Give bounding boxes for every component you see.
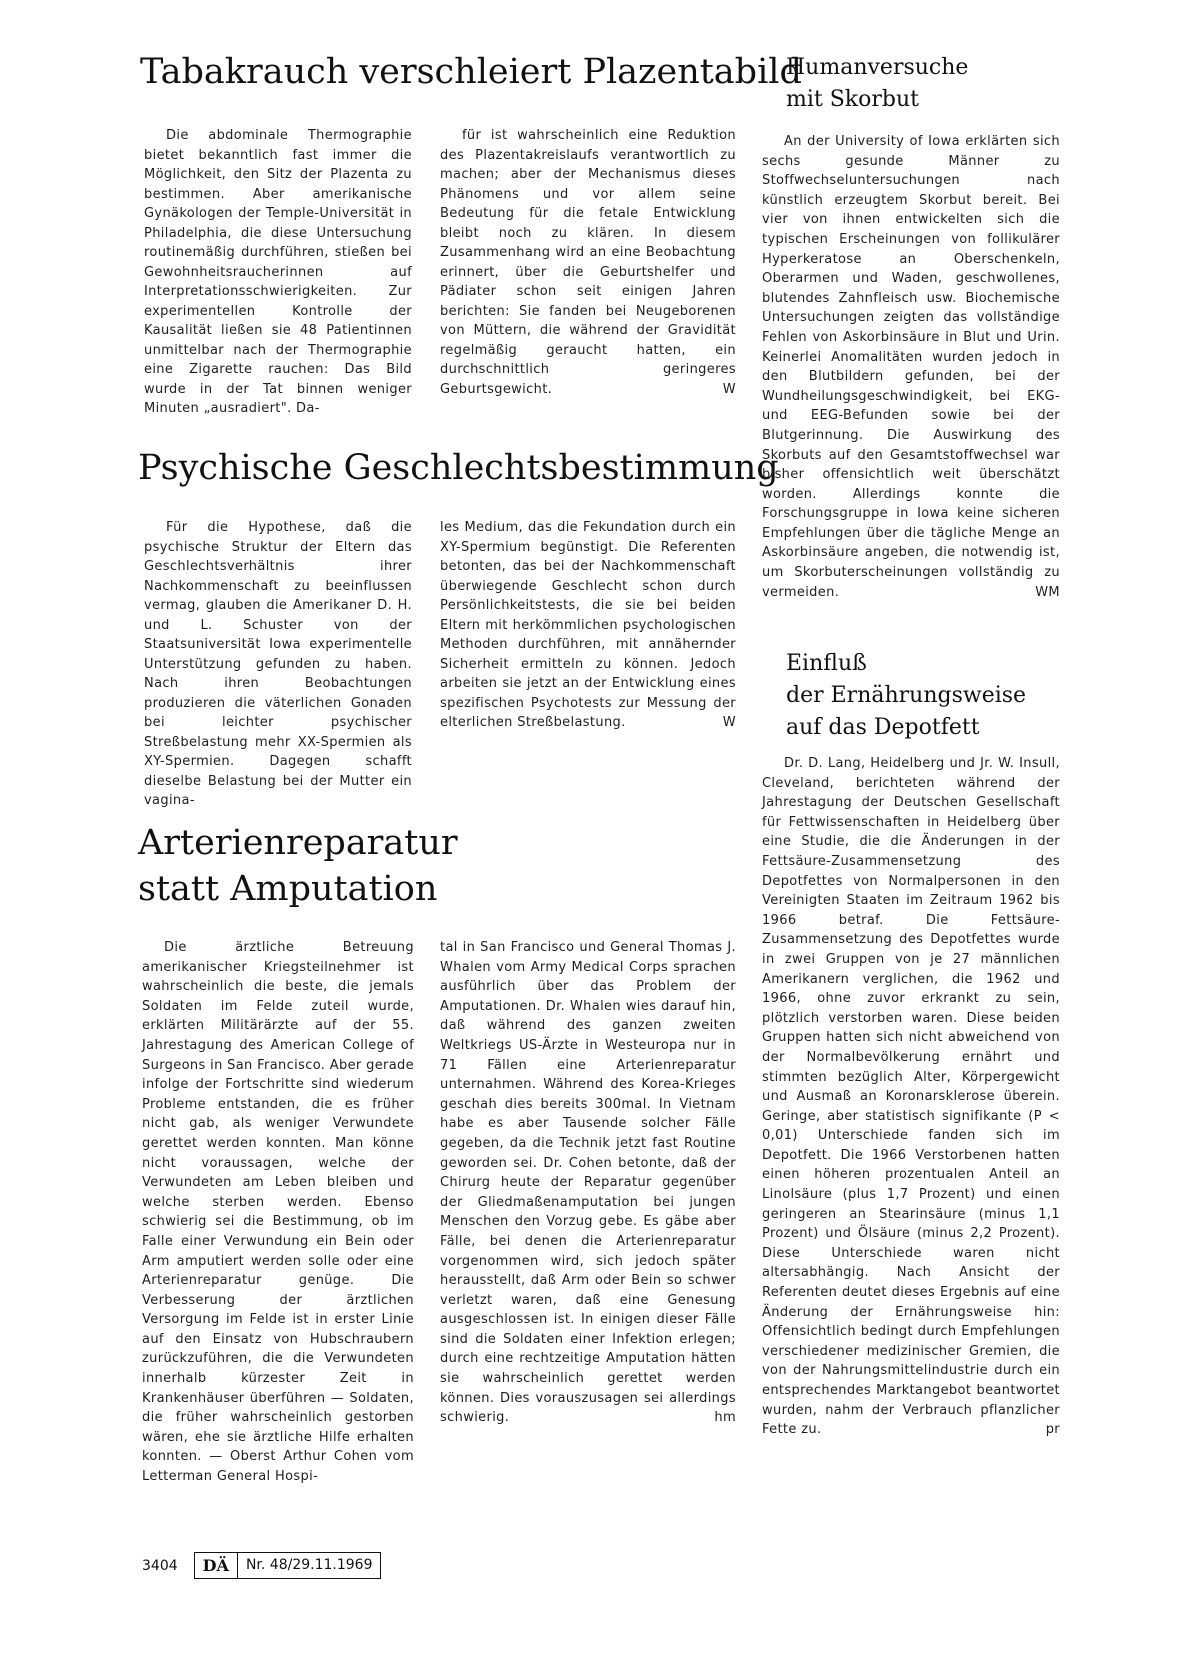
article-headline-skorbut — [786, 52, 968, 116]
article-headline-tabak: Tabakrauch verschleiert Plazentabild — [140, 52, 802, 92]
article-column-psych-1 — [144, 518, 412, 808]
article-column-tabak-1 — [144, 126, 412, 416]
article-column-tabak-2 — [440, 126, 736, 397]
journal-box — [194, 1552, 382, 1579]
article-body-text-part: tal in San Francisco und General Thomas J. Whalen vom Army Medical Corps sprachen ausführlich über das Problem der Amputationen. Dr. Whalen wies darauf hin, daß während des ganzen zweiten Weltkriegs US-Ärzte in Westeuropa nur in 71 Fällen eine Arterienreparatur unternahmen. Während des Korea-Krieges geschah dies bereits 300mal. In Vietnam habe es aber Tausende solcher Fälle gegeben, da die Technik jetzt fast Routine geworden sei. Dr. Cohen betonte, daß der Chirurg heute der Reparatur gegenüber der Gliedmaßenamputation bei jungen Menschen den Vorzug gebe. Es gäbe aber Fälle, bei denen die Arterienreparatur vorgenommen wird, sich jedoch später herausstellt, daß Arm oder Bein so schwer verletzt waren, daß eine Genesung ausgeschlossen ist. In einigen dieser Fälle sind die Soldaten einer Infektion erlegen; durch eine rechtzeitige Amputation hätten sie wahrscheinlich gerettet werden können. Dies vorauszusagen sei allerdings schwierig. — [440, 940, 736, 1426]
article-headline-depotfett — [786, 648, 1026, 744]
article-body-text: Die abdominale Thermographie bietet bekanntlich fast immer die Möglichkeit, den Sitz der Plazenta zu bestimmen. Aber amerikanische Gynäkologen der Temple-Universität in Philadelphia, die diese Untersuchung routinemäßig durchführen, stießen bei Gewohnheitsraucherinnen auf Interpretationsschwierigkeiten. Zur experimentellen Kontrolle der Kausalität ließen sie 48 Patientinnen unmittelbar nach der Thermographie eine Zigarette rauchen: Das Bild wurde in der Tat binnen weniger Minuten „ausradiert". Da- — [144, 128, 412, 416]
article-body-text — [440, 938, 736, 1428]
article-column-arterien-1 — [142, 938, 414, 1486]
article-column-depotfett — [762, 754, 1060, 1494]
article-headline-arterien — [138, 820, 458, 912]
headline-line: Einfluß — [786, 651, 867, 676]
article-column-arterien-2 — [440, 938, 736, 1486]
article-body-text: Die ärztliche Betreuung amerikanischer Kriegsteilnehmer ist wahrscheinlich die beste, die jemals Soldaten im Felde zuteil wurde, erklärten Militärärzte auf der 55. Jahrestagung des American College of Surgeons in San Francisco. Aber gerade infolge der Fortschritte sind wiederum Probleme entstanden, die es früher nicht gab, als weniger Verwundete gerettet werden konnten. Man könne nicht voraussagen, welche der Verwundeten am Leben bleiben und welche sterben werden. Ebenso schwierig sei die Bestimmung, ob im Falle einer Verwundung ein Bein oder Arm amputiert werden solle oder eine Arterienreparatur genüge. Die Verbesserung der ärztlichen Versorgung im Felde ist in erster Linie auf den Einsatz von Hubschraubern zurückzuführen, die die Verwundeten innerhalb kürzester Zeit in Krankenhäuser überführen — Soldaten, die früher wahrscheinlich gestorben wären, ehe sie ärztliche Hilfe erhalten konnten. — Oberst Arthur Cohen vom Letterman General Hospi- — [142, 940, 415, 1485]
headline-line: Humanversuche — [786, 55, 969, 80]
headline-line: der Ernährungsweise — [786, 683, 1027, 708]
article-column-psych-2 — [440, 518, 736, 763]
article-body-text-part: An der University of Iowa erklärten sich sechs gesunde Männer zu Stoffwechseluntersuchungen nach künstlich erzeugtem Skorbut bereit. Bei vier von ihnen entwickelten sich die typischen Erscheinungen von follikulärer Hyperkeratose an Oberschenkeln, Oberarmen und Waden, geschwollenes, blutendes Zahnfleisch usw. Biochemische Untersuchungen zeigten das vollständige Fehlen von Askorbinsäure in Blut und Urin. Keinerlei Anomalitäten wurden jedoch in den Blutbildern gefunden, bei der Wundheilungsgeschwindigkeit, bei EKG- und EEG-Befunden sowie bei der Blutgerinnung. Die Auswirkung des Skorbuts auf den Gesamtstoffwechsel war bisher offensichtlich weit überschätzt worden. Allerdings konnte die Forschungsgruppe in Iowa keine sicheren Empfehlungen über die tägliche Menge an Askorbinsäure angeben, die notwendig ist, um Skorbuterscheinungen vollständig zu vermeiden. — [762, 134, 1060, 600]
page-footer — [142, 1552, 381, 1579]
issue-info: Nr. 48/29.11.1969 — [245, 1557, 373, 1573]
headline-line: Arterienreparatur — [138, 823, 458, 863]
journal-logo: DÄ — [195, 1553, 238, 1578]
article-body-text-part: les Medium, das die Fekundation durch ein XY-Spermium begünstigt. Die Referenten betonten, das bei der Nachkommenschaft überwiegende Geschlecht schon durch Persönlichkeitstests, die sie bei beiden Eltern mit herkömmlichen psychologischen Methoden durchführen, mit annähernder Sicherheit ermitteln zu können. Jedoch arbeiten sie jetzt an der Entwicklung eines spezifischen Psychotests zur Messung der elterlichen Streßbelastung. — [440, 520, 736, 730]
author-signature: hm — [714, 1410, 736, 1426]
headline-line: mit Skorbut — [786, 87, 919, 112]
headline-line: auf das Depotfett — [786, 715, 980, 740]
article-body-text — [762, 132, 1060, 602]
article-column-skorbut — [762, 132, 1060, 602]
author-signature: W — [722, 715, 736, 730]
page-number: 3404 — [142, 1557, 178, 1574]
article-body-text: Für die Hypothese, daß die psychische Struktur der Eltern das Geschlechtsverhältnis ihrer Nachkommenschaft zu beeinflussen vermag, glauben die Amerikaner D. H. und L. Schuster von der Staatsuniversität Iowa experimentelle Unterstützung gefunden zu haben. Nach ihren Beobachtungen produzieren die väterlichen Gonaden bei leichter psychischer Streßbelastung mehr XX-Spermien als XY-Spermien. Dagegen schafft dieselbe Belastung bei der Mutter ein vagina- — [144, 520, 412, 808]
article-body-text — [440, 126, 736, 399]
author-signature: pr — [1045, 1422, 1060, 1438]
article-body-text — [440, 518, 736, 733]
article-body-text — [762, 754, 1060, 1440]
article-body-text-part: für ist wahrscheinlich eine Reduktion des Plazentakreislaufs verantwortlich zu machen; aber der Mechanismus dieses Phänomens und vor allem seine Bedeutung für die fetale Entwicklung bleibt noch zu klären. In diesem Zusammenhang wird an eine Beobachtung erinnert, über die Geburtshelfer und Pädiater schon seit einigen Jahren berichten: Sie fanden bei Neugeborenen von Müttern, die während der Gravidität regelmäßig geraucht hatten, ein durchschnittlich geringeres Geburtsgewicht. — [440, 128, 736, 397]
headline-line: statt Amputation — [138, 869, 438, 909]
article-body-text-part: Dr. D. Lang, Heidelberg und Jr. W. Insull, Cleveland, berichteten während der Jahrestagung der Deutschen Gesellschaft für Fettwissenschaften in Heidelberg über eine Studie, die die Änderungen in der Fettsäure-Zusammensetzung des Depotfettes von Normalpersonen in den Vereinigten Staaten im Zeitraum 1962 bis 1966 betraf. Die Fettsäure-Zusammensetzung des Depotfettes wurde in zwei Gruppen von je 27 männlichen Amerikanern verglichen, die 1962 und 1966, ohne zuvor erkrankt zu sein, plötzlich verstorben waren. Diese beiden Gruppen hatten sich nicht abweichend von der Normalbevölkerung ernährt und stimmten bezüglich Alter, Körpergewicht und Ausmaß an Koronarsklerose überein. Geringe, aber statistisch signifikante (P < 0,01) Unterschiede fanden sich im Depotfett. Die 1966 Verstorbenen hatten einen höheren prozentualen Anteil an Linolsäure (plus 1,7 Prozent) und einen geringeren an Stearinsäure (minus 1,1 Prozent) und Ölsäure (minus 2,2 Prozent). Diese Unterschiede waren nicht altersabhängig. Nach Ansicht der Referenten deutet dieses Ergebnis auf eine Änderung der Ernährungsweise hin: Offensichtlich bedingt durch Empfehlungen verschiedener medizinischer Gremien, die von der Nahrungsmittelindustrie durch ein entsprechendes Marktangebot beantwortet wurden, nahm der Verbrauch pflanzlicher Fette zu. — [762, 756, 1060, 1438]
article-headline-psych: Psychische Geschlechtsbestimmung — [138, 448, 779, 488]
author-signature: WM — [1035, 584, 1060, 600]
author-signature: W — [722, 381, 736, 397]
